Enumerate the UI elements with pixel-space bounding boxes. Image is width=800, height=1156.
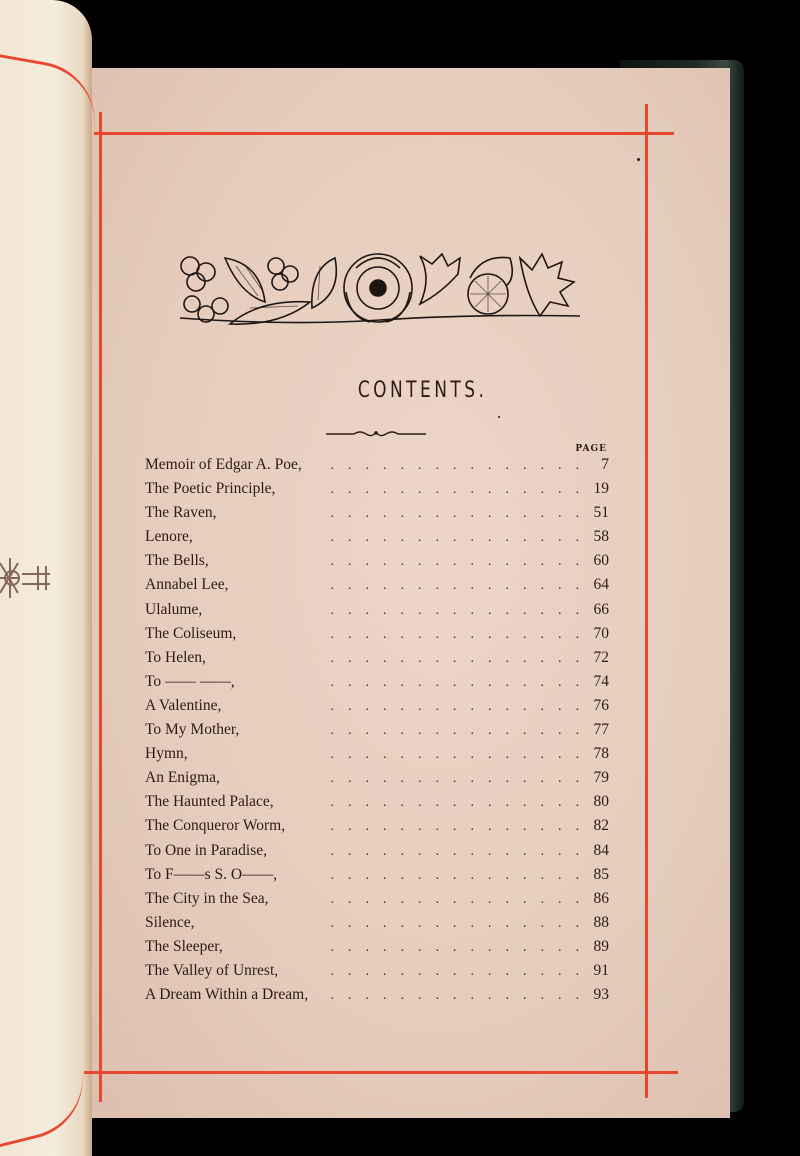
paper-speck [498,416,500,418]
toc-entry [145,456,609,480]
toc-entry-page-number: 85 [593,865,609,883]
toc-entry [145,673,609,697]
toc-leader-dots: . . . . . . . . . . . . . . . [330,915,579,931]
toc-leader-dots: . . . . . . . . . . . . . . . [330,650,579,666]
toc-entry-page-number: 7 [601,456,609,473]
toc-entry-page-number: 79 [593,769,609,787]
toc-leader-dots: . . . . . . . . . . . . . . . [330,867,579,883]
toc-entry-page-number: 88 [593,913,609,931]
toc-entry-title: The Conqueror Worm, [145,817,286,835]
toc-entry [145,721,609,745]
toc-entry-title: To —— ——, [145,672,235,690]
border-rule-left [99,112,102,1102]
paper-speck [637,158,640,161]
toc-entry-page-number: 77 [593,721,609,739]
toc-entry [145,986,609,1010]
toc-entry-page-number: 74 [593,672,609,690]
toc-entry-title: To Helen, [145,648,206,666]
toc-entry-title: A Valentine, [145,696,222,714]
toc-entry [145,697,609,721]
scroll-flourish-icon [326,428,426,440]
facing-page-border-bottom [0,1065,95,1155]
toc-entry-page-number: 84 [593,841,609,859]
toc-entry-page-number: 70 [593,624,609,642]
toc-leader-dots: . . . . . . . . . . . . . . . [330,747,579,763]
toc-entry [145,817,609,841]
toc-entry-title: Hymn, [145,745,188,763]
toc-entry-page-number: 64 [593,576,609,594]
toc-leader-dots: . . . . . . . . . . . . . . . [330,482,579,498]
toc-entry-title: The Coliseum, [145,624,237,642]
toc-leader-dots: . . . . . . . . . . . . . . . [330,939,579,955]
toc-entry-title: Ulalume, [145,600,203,618]
toc-entry-title: Annabel Lee, [145,576,229,594]
toc-entry-page-number: 82 [593,817,609,835]
toc-entry [145,793,609,817]
toc-entry [145,649,609,673]
toc-entry [145,745,609,769]
toc-leader-dots: . . . . . . . . . . . . . . . [330,674,579,690]
toc-leader-dots: . . . . . . . . . . . . . . . [330,506,579,522]
toc-entry-title: The Poetic Principle, [145,480,276,498]
toc-leader-dots: . . . . . . . . . . . . . . . [330,530,579,546]
toc-leader-dots: . . . . . . . . . . . . . . . [330,988,579,1004]
toc-entry-title: An Enigma, [145,769,220,787]
toc-entry-page-number: 86 [593,889,609,907]
toc-entry-title: To One in Paradise, [145,841,268,859]
toc-entry [145,625,609,649]
page-title: CONTENTS. [357,378,488,403]
toc-leader-dots: . . . . . . . . . . . . . . . [330,602,579,618]
toc-entry [145,601,609,625]
toc-entry-title: To F——s S. O——, [145,865,277,883]
toc-entry [145,552,609,576]
toc-entry [145,769,609,793]
toc-leader-dots: . . . . . . . . . . . . . . . [330,795,579,811]
toc-entry-title: A Dream Within a Dream, [145,986,309,1004]
table-of-contents [145,444,609,1010]
toc-entry [145,938,609,962]
toc-entry [145,528,609,552]
toc-entry-title: The Bells, [145,552,209,570]
toc-entry [145,842,609,866]
toc-entry [145,962,609,986]
toc-entry [145,914,609,938]
toc-entry [145,866,609,890]
toc-entry-title: Memoir of Edgar A. Poe, [145,456,302,473]
toc-entry-title: Silence, [145,913,195,931]
toc-leader-dots: . . . . . . . . . . . . . . . [330,698,579,714]
toc-entry-page-number: 89 [593,937,609,955]
toc-entry-page-number: 72 [593,648,609,666]
toc-leader-dots: . . . . . . . . . . . . . . . [330,891,579,907]
toc-entry-page-number: 78 [593,745,609,763]
toc-leader-dots: . . . . . . . . . . . . . . . [330,554,579,570]
toc-entry-title: The City in the Sea, [145,889,269,907]
page-column-header: PAGE [575,444,607,454]
border-rule-right [645,104,648,1098]
toc-entry-page-number: 76 [593,696,609,714]
facing-page-edge [0,0,92,1156]
toc-entry-title: Lenore, [145,528,193,546]
toc-entry-title: The Valley of Unrest, [145,961,279,979]
toc-entry [145,890,609,914]
toc-entry-page-number: 58 [593,528,609,546]
toc-leader-dots: . . . . . . . . . . . . . . . [330,723,579,739]
toc-entry-title: The Raven, [145,504,217,522]
toc-leader-dots: . . . . . . . . . . . . . . . [330,843,579,859]
toc-leader-dots: . . . . . . . . . . . . . . . [330,819,579,835]
facing-page-border-top [0,48,104,131]
floral-headpiece-icon [170,244,590,336]
toc-entry [145,576,609,600]
ornament-fragment-icon [0,538,54,618]
toc-leader-dots: . . . . . . . . . . . . . . . [330,963,579,979]
toc-entry-page-number: 91 [593,961,609,979]
toc-leader-dots: . . . . . . . . . . . . . . . [330,458,579,473]
toc-leader-dots: . . . . . . . . . . . . . . . [330,626,579,642]
toc-entry-title: The Sleeper, [145,937,223,955]
toc-entry-page-number: 66 [593,600,609,618]
border-rule-top [94,132,674,135]
toc-entry-page-number: 93 [593,986,609,1004]
toc-entry-title: To My Mother, [145,721,240,739]
toc-entry [145,504,609,528]
toc-entry [145,480,609,504]
toc-entry-page-number: 60 [593,552,609,570]
toc-entry-page-number: 19 [593,480,609,498]
toc-entry-title: The Haunted Palace, [145,793,274,811]
toc-leader-dots: . . . . . . . . . . . . . . . [330,578,579,594]
toc-entry-page-number: 80 [593,793,609,811]
toc-entry-page-number: 51 [593,504,609,522]
border-rule-bottom [84,1071,678,1074]
toc-leader-dots: . . . . . . . . . . . . . . . [330,771,579,787]
